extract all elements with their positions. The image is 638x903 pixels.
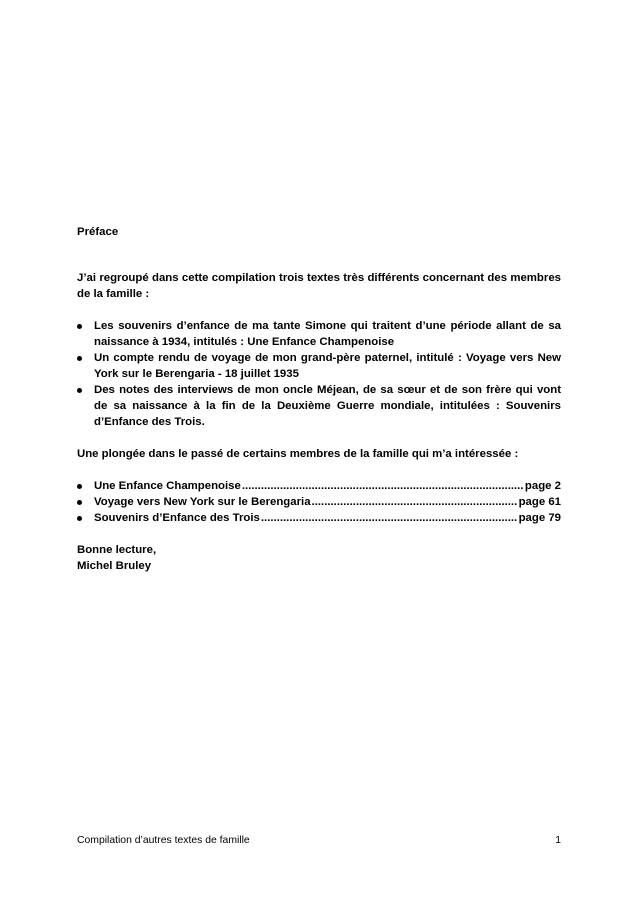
preface-content — [77, 224, 561, 574]
bullet-icon — [77, 484, 82, 489]
footer-title: Compilation d’autres textes de famille — [77, 835, 250, 846]
toc-leader-dots — [312, 494, 518, 510]
page-footer — [77, 835, 561, 846]
toc-entry[interactable] — [77, 478, 561, 494]
toc-title: Souvenirs d’Enfance des Trois — [94, 512, 260, 524]
bullet-icon — [77, 324, 82, 329]
list-item — [77, 350, 561, 382]
bullet-icon — [77, 356, 82, 361]
toc-entry[interactable] — [77, 494, 561, 510]
description-text: Des notes des interviews de mon oncle Méjean, de sa sœur et de son frère qui vont de sa naissance à la fin de la Deuxième Guerre mondiale, intitulées : Souvenirs d’Enfance des Trois. — [94, 384, 561, 428]
toc-page: page 79 — [518, 512, 561, 524]
description-text: Un compte rendu de voyage de mon grand-père paternel, intitulé : Voyage vers New York sur le Berengaria - 18 juillet 1935 — [94, 352, 561, 380]
description-text: Les souvenirs d’enfance de ma tante Simone qui traitent d’une période allant de sa naissance à 1934, intitulés : Une Enfance Champenoise — [94, 320, 561, 348]
bullet-icon — [77, 500, 82, 505]
toc-leader-dots — [261, 510, 518, 526]
closing-block — [77, 542, 561, 574]
toc-page: page 61 — [518, 496, 561, 508]
toc-entry[interactable] — [77, 510, 561, 526]
closing-greeting: Bonne lecture, — [77, 544, 157, 556]
toc-title: Une Enfance Champenoise — [94, 480, 241, 492]
subintro-paragraph: Une plongée dans le passé de certains membres de la famille qui m’a intéressée : — [77, 448, 519, 460]
toc-list — [77, 478, 561, 526]
descriptions-list — [77, 318, 561, 430]
toc-leader-dots — [242, 478, 524, 494]
author-signature: Michel Bruley — [77, 560, 152, 572]
toc-page: page 2 — [524, 480, 561, 492]
bullet-icon — [77, 388, 82, 393]
footer-page-number: 1 — [555, 835, 561, 846]
list-item — [77, 382, 561, 430]
bullet-icon — [77, 516, 82, 521]
toc-title: Voyage vers New York sur le Berengaria — [94, 496, 311, 508]
preface-heading: Préface — [77, 226, 119, 238]
list-item — [77, 318, 561, 350]
intro-paragraph: J’ai regroupé dans cette compilation trois textes très différents concernant des membres de la famille : — [77, 272, 561, 300]
